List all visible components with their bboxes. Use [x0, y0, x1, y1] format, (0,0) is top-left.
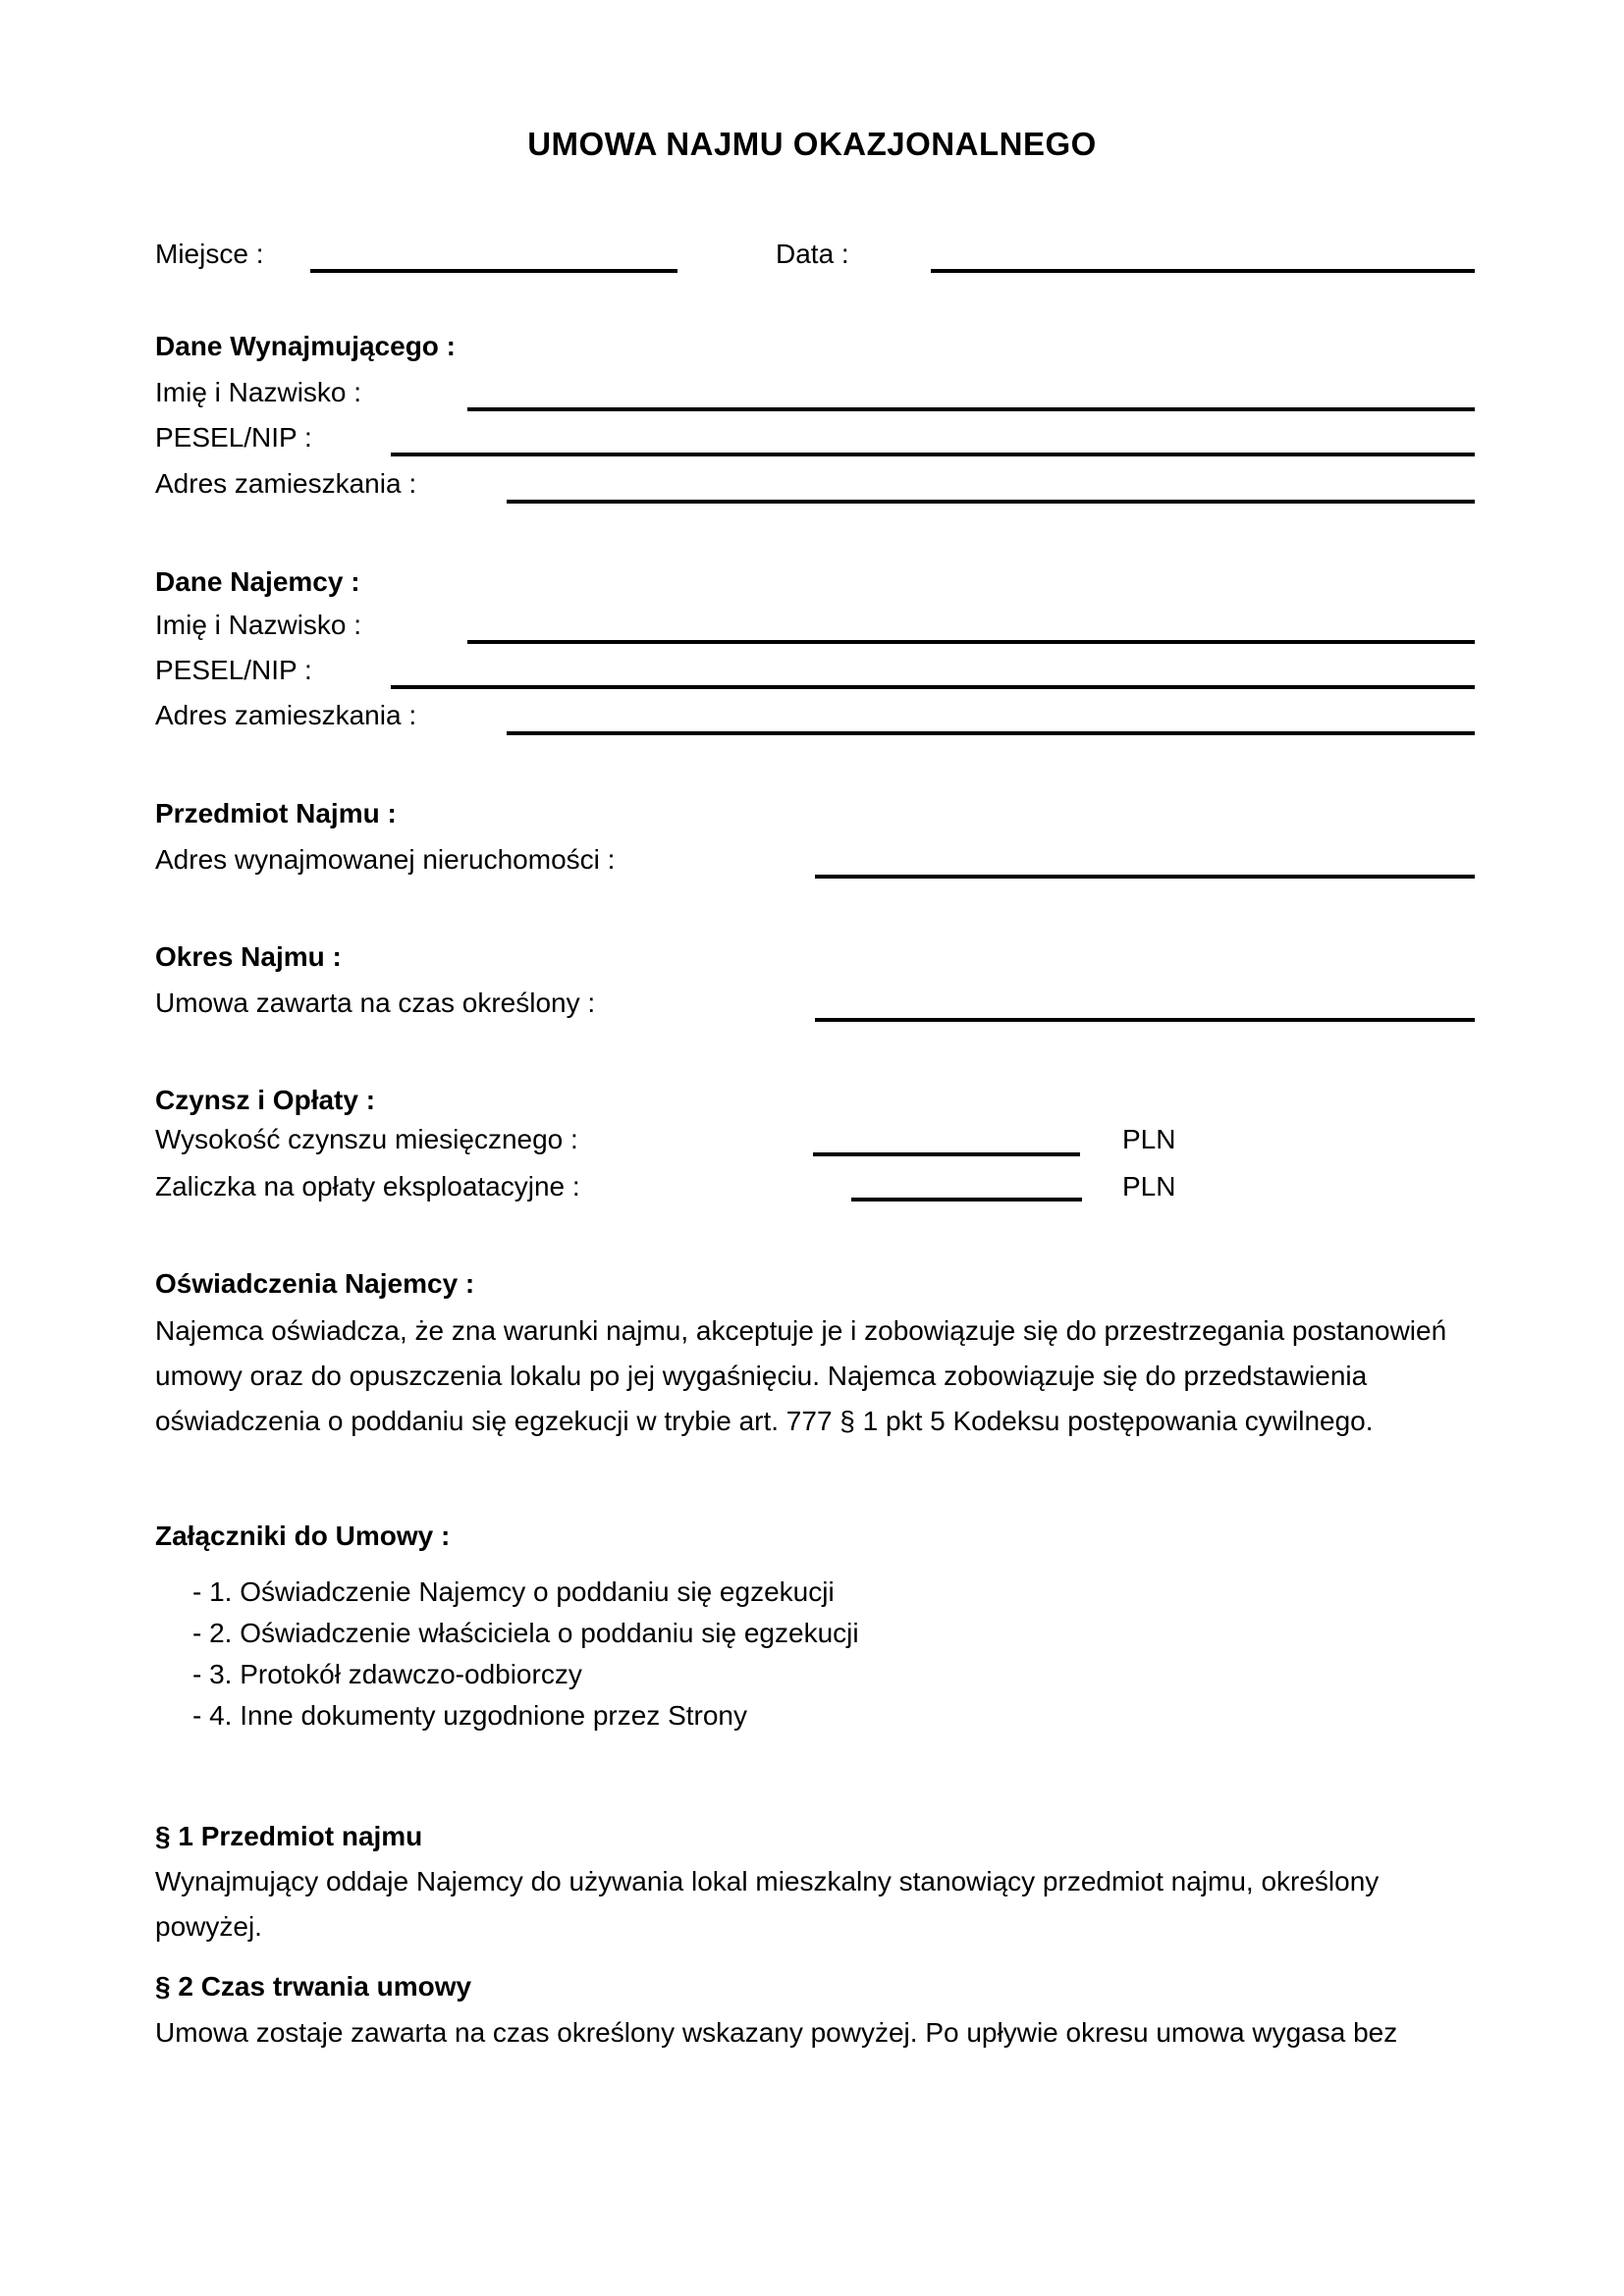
clause2-line-1: Umowa zostaje zawarta na czas określony wskazany powyżej. Po upływie okresu umowa wygasa bez — [155, 2017, 1398, 2048]
tenant-pesel-blank-line[interactable] — [391, 685, 1475, 689]
attachments-list — [192, 1572, 859, 1736]
term-section-heading: Okres Najmu : — [155, 941, 342, 972]
tenant-name-label: Imię i Nazwisko : — [155, 610, 362, 640]
subject-address-blank-line[interactable] — [815, 875, 1475, 879]
rent-monthly-label: Wysokość czynszu miesięcznego : — [155, 1124, 578, 1154]
clause1-heading: § 1 Przedmiot najmu — [155, 1821, 423, 1851]
attachments-section-heading: Załączniki do Umowy : — [155, 1521, 451, 1551]
tenant-name-blank-line[interactable] — [467, 640, 1475, 644]
landlord-pesel-blank-line[interactable] — [391, 453, 1475, 456]
landlord-section-heading: Dane Wynajmującego : — [155, 331, 457, 361]
rent-section-heading: Czynsz i Opłaty : — [155, 1085, 376, 1115]
clause1-line-1: Wynajmujący oddaje Najemcy do używania lokal mieszkalny stanowiący przedmiot najmu, określony — [155, 1866, 1380, 1896]
declarations-line-1: Najemca oświadcza, że zna warunki najmu, akceptuje je i zobowiązuje się do przestrzegania postanowień — [155, 1315, 1447, 1346]
subject-section-heading: Przedmiot Najmu : — [155, 798, 397, 828]
landlord-pesel-label: PESEL/NIP : — [155, 422, 312, 453]
data-label: Data : — [776, 239, 849, 269]
attachment-item-4: - 4. Inne dokumenty uzgodnione przez Strony — [192, 1700, 748, 1731]
clause1-paragraph — [155, 1859, 1490, 1949]
tenant-section-heading: Dane Najemcy : — [155, 566, 360, 597]
clause2-paragraph — [155, 2010, 1490, 2056]
tenant-pesel-label: PESEL/NIP : — [155, 655, 312, 685]
rent-monthly-blank-line[interactable] — [813, 1152, 1080, 1156]
term-duration-label: Umowa zawarta na czas określony : — [155, 988, 596, 1018]
data-blank-line[interactable] — [931, 269, 1475, 273]
tenant-address-label: Adres zamieszkania : — [155, 700, 417, 730]
declarations-line-3: oświadczenia o poddaniu się egzekucji w trybie art. 777 § 1 pkt 5 Kodeksu postępowania cywilnego. — [155, 1406, 1374, 1436]
clause1-line-2: powyżej. — [155, 1911, 262, 1942]
rent-advance-label: Zaliczka na opłaty eksploatacyjne : — [155, 1171, 580, 1201]
miejsce-blank-line[interactable] — [310, 269, 677, 273]
subject-address-label: Adres wynajmowanej nieruchomości : — [155, 844, 616, 875]
landlord-address-label: Adres zamieszkania : — [155, 468, 417, 499]
declarations-paragraph — [155, 1308, 1490, 1444]
rent-monthly-currency: PLN — [1122, 1124, 1176, 1154]
rent-advance-currency: PLN — [1122, 1171, 1176, 1201]
landlord-name-blank-line[interactable] — [467, 407, 1475, 411]
rent-advance-blank-line[interactable] — [851, 1198, 1082, 1201]
attachment-item-2: - 2. Oświadczenie właściciela o poddaniu się egzekucji — [192, 1618, 859, 1648]
declarations-line-2: umowy oraz do opuszczenia lokalu po jej wygaśnięciu. Najemca zobowiązuje się do przedstawienia — [155, 1361, 1368, 1391]
tenant-address-blank-line[interactable] — [507, 731, 1475, 735]
declarations-section-heading: Oświadczenia Najemcy : — [155, 1268, 475, 1299]
attachment-item-1: - 1. Oświadczenie Najemcy o poddaniu się egzekucji — [192, 1576, 835, 1607]
term-duration-blank-line[interactable] — [815, 1018, 1475, 1022]
landlord-name-label: Imię i Nazwisko : — [155, 377, 362, 407]
clause2-heading: § 2 Czas trwania umowy — [155, 1971, 472, 2002]
attachment-item-3: - 3. Protokół zdawczo-odbiorczy — [192, 1659, 582, 1689]
landlord-address-blank-line[interactable] — [507, 500, 1475, 504]
miejsce-label: Miejsce : — [155, 239, 264, 269]
page-title: UMOWA NAJMU OKAZJONALNEGO — [527, 126, 1097, 162]
